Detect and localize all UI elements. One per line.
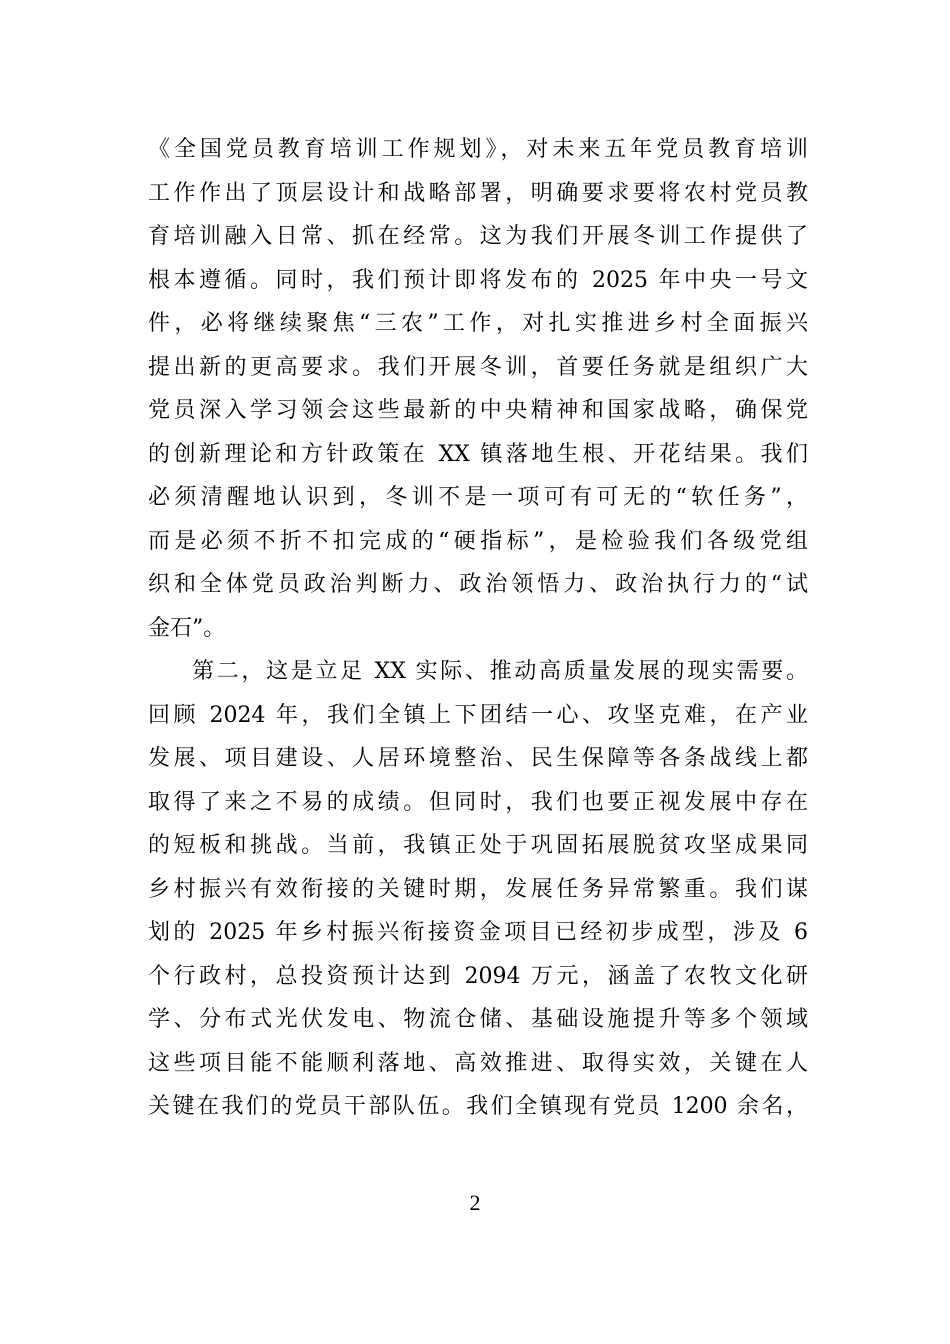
text-line: 根本遵循。同时，我们预计即将发布的 2025 年中央一号文	[148, 267, 808, 293]
text-line: 关键在我们的党员干部队伍。我们全镇现有党员 1200 余名，	[148, 1094, 808, 1119]
text-line: 乡村振兴有效衔接的关键时期，发展任务异常繁重。我们谋	[148, 876, 808, 902]
text-line: 回顾 2024 年，我们全镇上下团结一心、攻坚克难，在产业	[148, 702, 808, 728]
text-line: 发展、项目建设、人居环境整治、民生保障等各条战线上都	[148, 746, 808, 771]
text-line: 这些项目能不能顺利落地、高效推进、取得实效，关键在人	[148, 1050, 808, 1076]
text-line: 学、分布式光伏发电、物流仓储、基础设施提升等多个领域	[148, 1007, 808, 1032]
text-line: 而是必须不折不扣完成的“硬指标”，是检验我们各级党组	[148, 528, 808, 554]
text-line: 工作作出了顶层设计和战略部署，明确要求要将农村党员教	[148, 180, 808, 206]
text-line: 划的 2025 年乡村振兴衔接资金项目已经初步成型，涉及 6	[148, 920, 808, 945]
text-line: 提出新的更高要求。我们开展冬训，首要任务就是组织广大	[148, 354, 808, 380]
text-line: 件，必将继续聚焦“三农”工作，对扎实推进乡村全面振兴	[148, 311, 808, 336]
text-line: 金石”。	[148, 615, 226, 641]
text-line: 个行政村，总投资预计达到 2094 万元，涵盖了农牧文化研	[148, 963, 808, 989]
text-line: 育培训融入日常、抓在经常。这为我们开展冬训工作提供了	[148, 224, 808, 249]
text-line: 的创新理论和方针政策在 XX 镇落地生根、开花结果。我们	[148, 441, 808, 467]
text-line: 织和全体党员政治判断力、政治领悟力、政治执行力的“试	[148, 572, 808, 597]
paragraph-heading-line: 第二，这是立足 XX 实际、推动高质量发展的现实需要。	[192, 659, 808, 684]
body-text	[148, 128, 808, 1129]
text-line: 的短板和挑战。当前，我镇正处于巩固拓展脱贫攻坚成果同	[148, 833, 808, 858]
text-line: 取得了来之不易的成绩。但同时，我们也要正视发展中存在	[148, 789, 808, 815]
text-line: 必须清醒地认识到，冬训不是一项可有可无的“软任务”，	[148, 485, 808, 510]
text-line: 《全国党员教育培训工作规划》，对未来五年党员教育培训	[148, 137, 808, 162]
page-number: 2	[469, 1190, 481, 1215]
text-line: 党员深入学习领会这些最新的中央精神和国家战略，确保党	[148, 398, 808, 423]
